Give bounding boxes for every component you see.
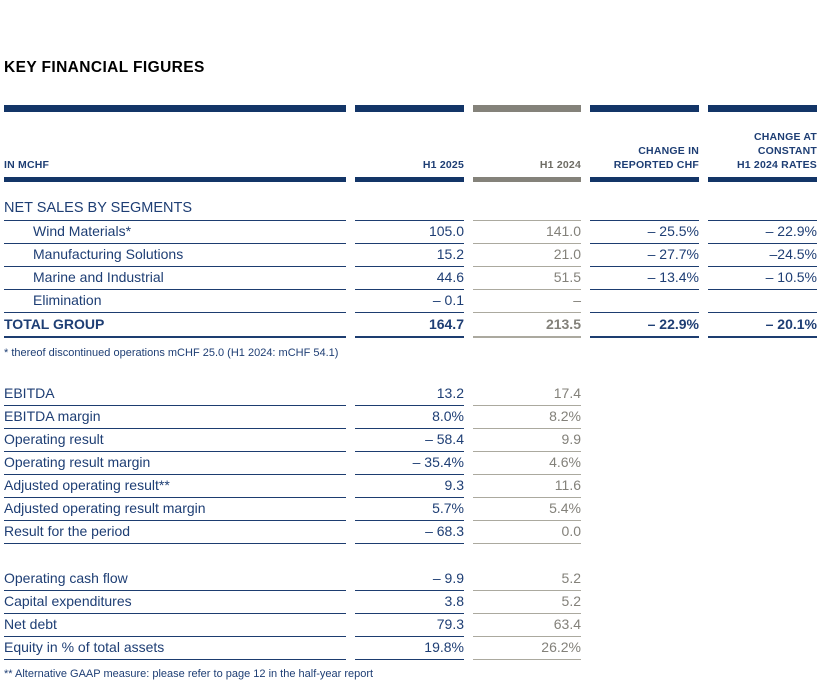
table-row-capital-expenditures: [4, 591, 817, 614]
header-h1-2024: [473, 112, 581, 182]
section-title: NET SALES BY SEGMENTS: [4, 200, 193, 216]
value-h1-2024: 141.0: [473, 221, 581, 244]
footnote-alternative-gaap: ** Alternative GAAP measure: please refer to page 12 in the half-year report: [4, 668, 374, 680]
table-row-equity-percent-total-assets: [4, 637, 817, 660]
value-h1-2025: 9.3: [355, 475, 464, 498]
rule-bar-gray: [473, 105, 581, 112]
value-h1-2024: 213.5: [473, 313, 581, 338]
row-label: Operating cash flow: [4, 568, 346, 591]
row-label: Adjusted operating result**: [4, 475, 346, 498]
rule-bar: [355, 105, 464, 112]
header-label: CHANGE IN: [638, 145, 699, 158]
header-label: REPORTED CHF: [613, 159, 699, 172]
page-title: KEY FINANCIAL FIGURES: [4, 59, 205, 76]
table-row-operating-result: [4, 429, 817, 452]
table-row-total-group: [4, 313, 817, 338]
value-change-reported: – 22.9%: [590, 313, 699, 338]
value-change-reported: – 25.5%: [590, 221, 699, 244]
header-label: H1 2024 RATES: [736, 159, 817, 172]
header-change-constant: [708, 112, 817, 182]
row-label: Wind Materials*: [4, 221, 346, 244]
footnote-discontinued-operations: * thereof discontinued operations mCHF 25.0 (H1 2024: mCHF 54.1): [4, 347, 339, 359]
table-row-ebitda-margin: [4, 406, 817, 429]
table-row-operating-cash-flow: [4, 568, 817, 591]
value-h1-2024: 26.2%: [473, 637, 581, 660]
header-change-reported: [590, 112, 699, 182]
value-h1-2024: 51.5: [473, 267, 581, 290]
table-row-wind-materials: [4, 221, 817, 244]
table-row-result-for-period: [4, 521, 817, 544]
value-change-reported: – 13.4%: [590, 267, 699, 290]
rule-bar: [590, 105, 699, 112]
row-label: Operating result margin: [4, 452, 346, 475]
value-change-constant: – 10.5%: [708, 267, 817, 290]
value-h1-2024: 63.4: [473, 614, 581, 637]
value-h1-2024: 5.4%: [473, 498, 581, 521]
table-row-adjusted-operating-result-margin: [4, 498, 817, 521]
rule-bar: [4, 105, 346, 112]
row-label: Result for the period: [4, 521, 346, 544]
header-label: CHANGE AT: [753, 131, 817, 144]
header-label: IN MCHF: [4, 159, 50, 172]
value-h1-2024: 5.2: [473, 568, 581, 591]
value-h1-2024: 8.2%: [473, 406, 581, 429]
table-row-ebitda: [4, 383, 817, 406]
header-label: H1 2024: [539, 159, 581, 172]
row-label: Elimination: [4, 290, 346, 313]
value-change-reported: [590, 290, 699, 313]
row-label: Operating result: [4, 429, 346, 452]
value-h1-2025: 8.0%: [355, 406, 464, 429]
value-h1-2024: 0.0: [473, 521, 581, 544]
row-label: Marine and Industrial: [4, 267, 346, 290]
value-h1-2024: 21.0: [473, 244, 581, 267]
value-h1-2024: 4.6%: [473, 452, 581, 475]
value-h1-2025: 164.7: [355, 313, 464, 338]
value-h1-2025: 105.0: [355, 221, 464, 244]
row-label: Capital expenditures: [4, 591, 346, 614]
row-label: EBITDA: [4, 383, 346, 406]
value-h1-2024: 5.2: [473, 591, 581, 614]
value-h1-2025: 13.2: [355, 383, 464, 406]
value-h1-2025: 44.6: [355, 267, 464, 290]
row-label: Manufacturing Solutions: [4, 244, 346, 267]
value-h1-2024: –: [473, 290, 581, 313]
table-row-elimination: [4, 290, 817, 313]
value-h1-2025: 79.3: [355, 614, 464, 637]
value-h1-2025: – 68.3: [355, 521, 464, 544]
value-change-constant: – 22.9%: [708, 221, 817, 244]
table-row-marine-industrial: [4, 267, 817, 290]
table-row-manufacturing-solutions: [4, 244, 817, 267]
value-h1-2025: 3.8: [355, 591, 464, 614]
row-label: Equity in % of total assets: [4, 637, 346, 660]
rule-bar: [708, 105, 817, 112]
table-row-operating-result-margin: [4, 452, 817, 475]
value-change-constant: –24.5%: [708, 244, 817, 267]
header-h1-2025: [355, 112, 464, 182]
value-h1-2025: 15.2: [355, 244, 464, 267]
value-h1-2025: – 35.4%: [355, 452, 464, 475]
header-label: H1 2025: [422, 159, 464, 172]
table-row-net-debt: [4, 614, 817, 637]
row-label: TOTAL GROUP: [4, 313, 346, 338]
row-label: Net debt: [4, 614, 346, 637]
value-h1-2025: – 0.1: [355, 290, 464, 313]
value-change-reported: – 27.7%: [590, 244, 699, 267]
row-label: Adjusted operating result margin: [4, 498, 346, 521]
table-row-adjusted-operating-result: [4, 475, 817, 498]
value-change-constant: [708, 290, 817, 313]
value-h1-2025: – 58.4: [355, 429, 464, 452]
value-h1-2024: 17.4: [473, 383, 581, 406]
top-rule-bars: [4, 105, 817, 112]
section-net-sales-header: [4, 182, 817, 221]
header-in-mchf: [4, 112, 346, 182]
value-h1-2025: – 9.9: [355, 568, 464, 591]
value-h1-2025: 19.8%: [355, 637, 464, 660]
value-change-constant: – 20.1%: [708, 313, 817, 338]
value-h1-2024: 9.9: [473, 429, 581, 452]
value-h1-2024: 11.6: [473, 475, 581, 498]
table-header: [4, 112, 817, 182]
header-label: CONSTANT: [757, 145, 817, 158]
value-h1-2025: 5.7%: [355, 498, 464, 521]
row-label: EBITDA margin: [4, 406, 346, 429]
